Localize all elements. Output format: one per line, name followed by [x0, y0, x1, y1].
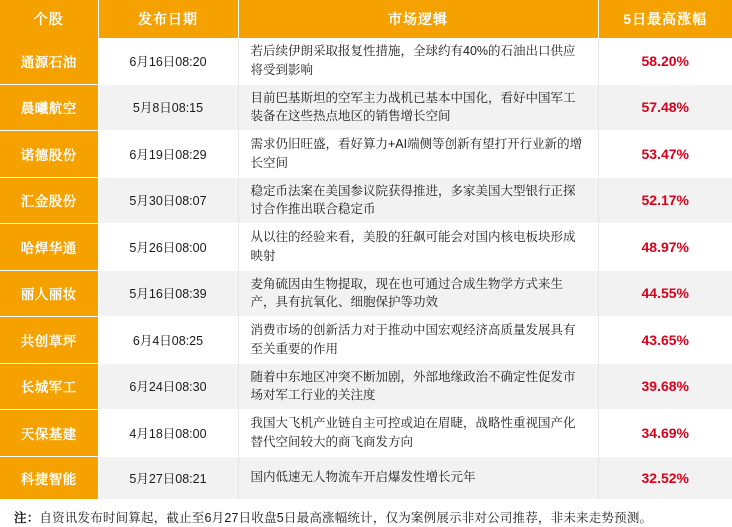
table-row — [0, 224, 732, 271]
cell-publish-date: 4月18日08:00 — [98, 410, 238, 457]
cell-stock-name: 诺德股份 — [0, 131, 98, 178]
cell-max-gain: 39.68% — [598, 363, 732, 410]
cell-market-logic: 需求仍旧旺盛，看好算力+AI端侧等创新有望打开行业新的增长空间 — [238, 131, 598, 178]
cell-stock-name: 科捷智能 — [0, 456, 98, 499]
cell-market-logic: 若后续伊朗采取报复性措施，全球约有40%的石油出口供应将受到影响 — [238, 38, 598, 84]
cell-max-gain: 44.55% — [598, 270, 732, 317]
cell-max-gain: 58.20% — [598, 38, 732, 84]
cell-publish-date: 6月19日08:29 — [98, 131, 238, 178]
cell-publish-date: 5月27日08:21 — [98, 456, 238, 499]
table-row — [0, 84, 732, 131]
footnote-text: 自资讯发布时间算起，截止至6月27日收盘5日最高涨幅统计，仅为案例展示非对公司推荐，非未来走势预测。 — [39, 511, 652, 525]
cell-market-logic: 消费市场的创新活力对于推动中国宏观经济高质量发展具有至关重要的作用 — [238, 317, 598, 364]
table-row — [0, 131, 732, 178]
column-header-max-gain: 5日最高涨幅 — [598, 0, 732, 38]
column-header-market-logic: 市场逻辑 — [238, 0, 598, 38]
cell-market-logic: 稳定币法案在美国参议院获得推进，多家美国大型银行正探讨合作推出联合稳定币 — [238, 177, 598, 224]
cell-publish-date: 5月8日08:15 — [98, 84, 238, 131]
table-row — [0, 363, 732, 410]
cell-publish-date: 5月30日08:07 — [98, 177, 238, 224]
cell-publish-date: 6月16日08:20 — [98, 38, 238, 84]
cell-max-gain: 43.65% — [598, 317, 732, 364]
cell-max-gain: 52.17% — [598, 177, 732, 224]
cell-stock-name: 丽人丽妆 — [0, 270, 98, 317]
cell-publish-date: 5月26日08:00 — [98, 224, 238, 271]
cell-publish-date: 6月24日08:30 — [98, 363, 238, 410]
footnote-label: 注： — [14, 511, 39, 525]
cell-max-gain: 34.69% — [598, 410, 732, 457]
table-header — [0, 0, 732, 38]
cell-stock-name: 哈焊华通 — [0, 224, 98, 271]
table-body — [0, 38, 732, 499]
cell-max-gain: 57.48% — [598, 84, 732, 131]
cell-market-logic: 麦角硫因由生物提取，现在也可通过合成生物学方式来生产，具有抗氧化、细胞保护等功效 — [238, 270, 598, 317]
cell-market-logic: 随着中东地区冲突不断加剧，外部地缘政治不确定性促发市场对军工行业的关注度 — [238, 363, 598, 410]
table-row — [0, 177, 732, 224]
table-row — [0, 317, 732, 364]
cell-market-logic: 目前巴基斯坦的空军主力战机已基本中国化，看好中国军工装备在这些热点地区的销售增长空间 — [238, 84, 598, 131]
cell-stock-name: 汇金股份 — [0, 177, 98, 224]
cell-stock-name: 天保基建 — [0, 410, 98, 457]
cell-stock-name: 共创草坪 — [0, 317, 98, 364]
table-row — [0, 410, 732, 457]
table-row — [0, 456, 732, 499]
table-row — [0, 38, 732, 84]
cell-max-gain: 32.52% — [598, 456, 732, 499]
cell-stock-name: 长城军工 — [0, 363, 98, 410]
footnote — [0, 500, 732, 527]
cell-max-gain: 53.47% — [598, 131, 732, 178]
cell-market-logic: 从以往的经验来看，美股的狂飙可能会对国内核电板块形成映射 — [238, 224, 598, 271]
cell-market-logic: 我国大飞机产业链自主可控或迫在眉睫，战略性重视国产化替代空间较大的商飞商发方向 — [238, 410, 598, 457]
cell-stock-name: 通源石油 — [0, 38, 98, 84]
cell-market-logic: 国内低速无人物流车开启爆发性增长元年 — [238, 456, 598, 499]
column-header-stock: 个股 — [0, 0, 98, 38]
table-header-row — [0, 0, 732, 38]
cell-publish-date: 5月16日08:39 — [98, 270, 238, 317]
cell-max-gain: 48.97% — [598, 224, 732, 271]
cell-publish-date: 6月4日08:25 — [98, 317, 238, 364]
column-header-publish-date: 发布日期 — [98, 0, 238, 38]
cell-stock-name: 晨曦航空 — [0, 84, 98, 131]
table-row — [0, 270, 732, 317]
